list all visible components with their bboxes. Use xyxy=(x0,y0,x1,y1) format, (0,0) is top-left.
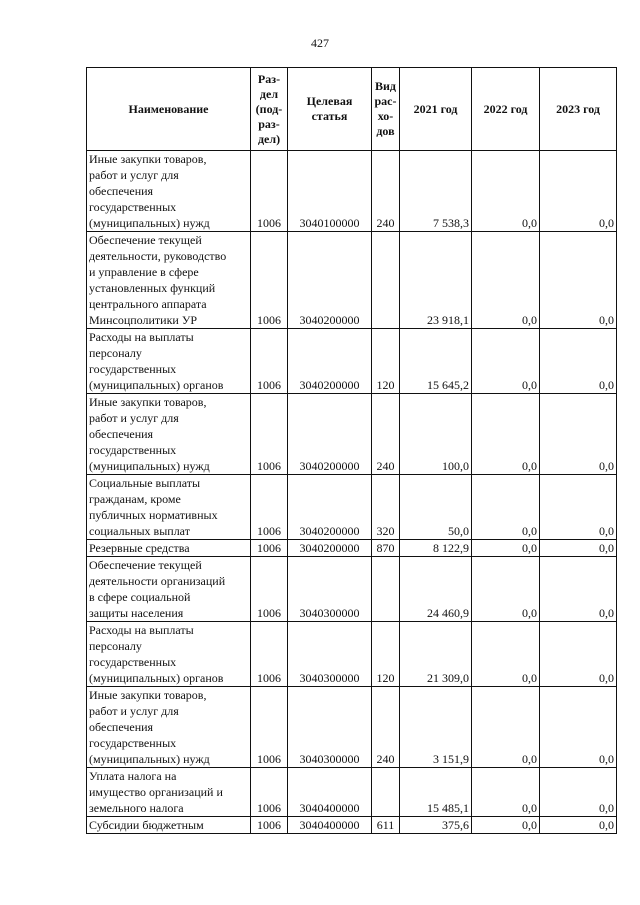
row-expense-type: 120 xyxy=(372,622,400,687)
row-value-2023: 0,0 xyxy=(540,687,617,768)
row-value-2022: 0,0 xyxy=(472,475,540,540)
row-value-2023: 0,0 xyxy=(540,329,617,394)
row-section: 1006 xyxy=(251,151,288,232)
row-value-2023: 0,0 xyxy=(540,540,617,557)
row-value-2021: 8 122,9 xyxy=(400,540,472,557)
row-name: Иные закупки товаров, работ и услуг для обеспечения государственных (муниципальных) нужд xyxy=(87,687,251,768)
row-value-2023: 0,0 xyxy=(540,232,617,329)
row-value-2022: 0,0 xyxy=(472,622,540,687)
row-value-2023: 0,0 xyxy=(540,622,617,687)
row-target: 3040200000 xyxy=(288,329,372,394)
row-target: 3040300000 xyxy=(288,687,372,768)
header-2023: 2023 год xyxy=(540,68,617,151)
row-target: 3040200000 xyxy=(288,394,372,475)
row-expense-type: 240 xyxy=(372,151,400,232)
row-value-2023: 0,0 xyxy=(540,394,617,475)
row-value-2021: 50,0 xyxy=(400,475,472,540)
row-value-2021: 375,6 xyxy=(400,817,472,834)
table-row xyxy=(87,394,617,475)
row-target: 3040200000 xyxy=(288,540,372,557)
header-section: Раз- дел (под- раз- дел) xyxy=(251,68,288,151)
row-value-2022: 0,0 xyxy=(472,329,540,394)
row-value-2023: 0,0 xyxy=(540,817,617,834)
table-row xyxy=(87,540,617,557)
row-value-2023: 0,0 xyxy=(540,151,617,232)
row-target: 3040300000 xyxy=(288,557,372,622)
table-row xyxy=(87,687,617,768)
row-target: 3040200000 xyxy=(288,232,372,329)
row-name: Иные закупки товаров, работ и услуг для обеспечения государственных (муниципальных) нужд xyxy=(87,394,251,475)
row-name: Расходы на выплаты персоналу государственных (муниципальных) органов xyxy=(87,329,251,394)
row-expense-type xyxy=(372,557,400,622)
row-value-2022: 0,0 xyxy=(472,394,540,475)
row-target: 3040100000 xyxy=(288,151,372,232)
row-value-2021: 7 538,3 xyxy=(400,151,472,232)
row-expense-type xyxy=(372,768,400,817)
row-value-2021: 15 645,2 xyxy=(400,329,472,394)
row-name: Расходы на выплаты персоналу государственных (муниципальных) органов xyxy=(87,622,251,687)
row-value-2022: 0,0 xyxy=(472,817,540,834)
row-value-2022: 0,0 xyxy=(472,232,540,329)
row-target: 3040300000 xyxy=(288,622,372,687)
table-header xyxy=(87,68,617,151)
row-value-2021: 23 918,1 xyxy=(400,232,472,329)
row-section: 1006 xyxy=(251,557,288,622)
row-value-2023: 0,0 xyxy=(540,557,617,622)
row-value-2021: 15 485,1 xyxy=(400,768,472,817)
page-number: 427 xyxy=(311,36,329,50)
row-expense-type: 611 xyxy=(372,817,400,834)
row-expense-type: 240 xyxy=(372,394,400,475)
row-value-2023: 0,0 xyxy=(540,475,617,540)
row-section: 1006 xyxy=(251,475,288,540)
header-target: Целевая статья xyxy=(288,68,372,151)
row-section: 1006 xyxy=(251,622,288,687)
row-name: Уплата налога на имущество организаций и земельного налога xyxy=(87,768,251,817)
row-name: Обеспечение текущей деятельности, руководство и управление в сфере установленных функций центрального аппарата Минсоцполитики УР xyxy=(87,232,251,329)
table-row xyxy=(87,329,617,394)
table-row xyxy=(87,232,617,329)
row-target: 3040400000 xyxy=(288,817,372,834)
table-body xyxy=(87,151,617,834)
row-target: 3040400000 xyxy=(288,768,372,817)
table-row xyxy=(87,817,617,834)
row-name: Иные закупки товаров, работ и услуг для обеспечения государственных (муниципальных) нужд xyxy=(87,151,251,232)
header-row xyxy=(87,68,617,151)
header-expense-type: Вид рас- хо- дов xyxy=(372,68,400,151)
header-2021: 2021 год xyxy=(400,68,472,151)
row-expense-type: 120 xyxy=(372,329,400,394)
row-value-2021: 21 309,0 xyxy=(400,622,472,687)
row-value-2021: 3 151,9 xyxy=(400,687,472,768)
header-2022: 2022 год xyxy=(472,68,540,151)
table-row xyxy=(87,557,617,622)
row-expense-type: 320 xyxy=(372,475,400,540)
row-section: 1006 xyxy=(251,329,288,394)
row-value-2022: 0,0 xyxy=(472,687,540,768)
budget-table xyxy=(86,67,617,834)
row-value-2021: 24 460,9 xyxy=(400,557,472,622)
row-value-2022: 0,0 xyxy=(472,557,540,622)
row-section: 1006 xyxy=(251,768,288,817)
table-row xyxy=(87,768,617,817)
row-expense-type: 870 xyxy=(372,540,400,557)
row-name: Обеспечение текущей деятельности организаций в сфере социальной защиты населения xyxy=(87,557,251,622)
row-value-2021: 100,0 xyxy=(400,394,472,475)
row-expense-type xyxy=(372,232,400,329)
row-name: Субсидии бюджетным xyxy=(87,817,251,834)
row-value-2022: 0,0 xyxy=(472,540,540,557)
row-name: Социальные выплаты гражданам, кроме публичных нормативных социальных выплат xyxy=(87,475,251,540)
row-value-2022: 0,0 xyxy=(472,768,540,817)
row-target: 3040200000 xyxy=(288,475,372,540)
table-row xyxy=(87,151,617,232)
table-row xyxy=(87,622,617,687)
row-value-2023: 0,0 xyxy=(540,768,617,817)
row-expense-type: 240 xyxy=(372,687,400,768)
row-section: 1006 xyxy=(251,540,288,557)
row-section: 1006 xyxy=(251,232,288,329)
row-section: 1006 xyxy=(251,687,288,768)
row-value-2022: 0,0 xyxy=(472,151,540,232)
row-section: 1006 xyxy=(251,817,288,834)
table-row xyxy=(87,475,617,540)
row-name: Резервные средства xyxy=(87,540,251,557)
header-name: Наименование xyxy=(87,68,251,151)
row-section: 1006 xyxy=(251,394,288,475)
